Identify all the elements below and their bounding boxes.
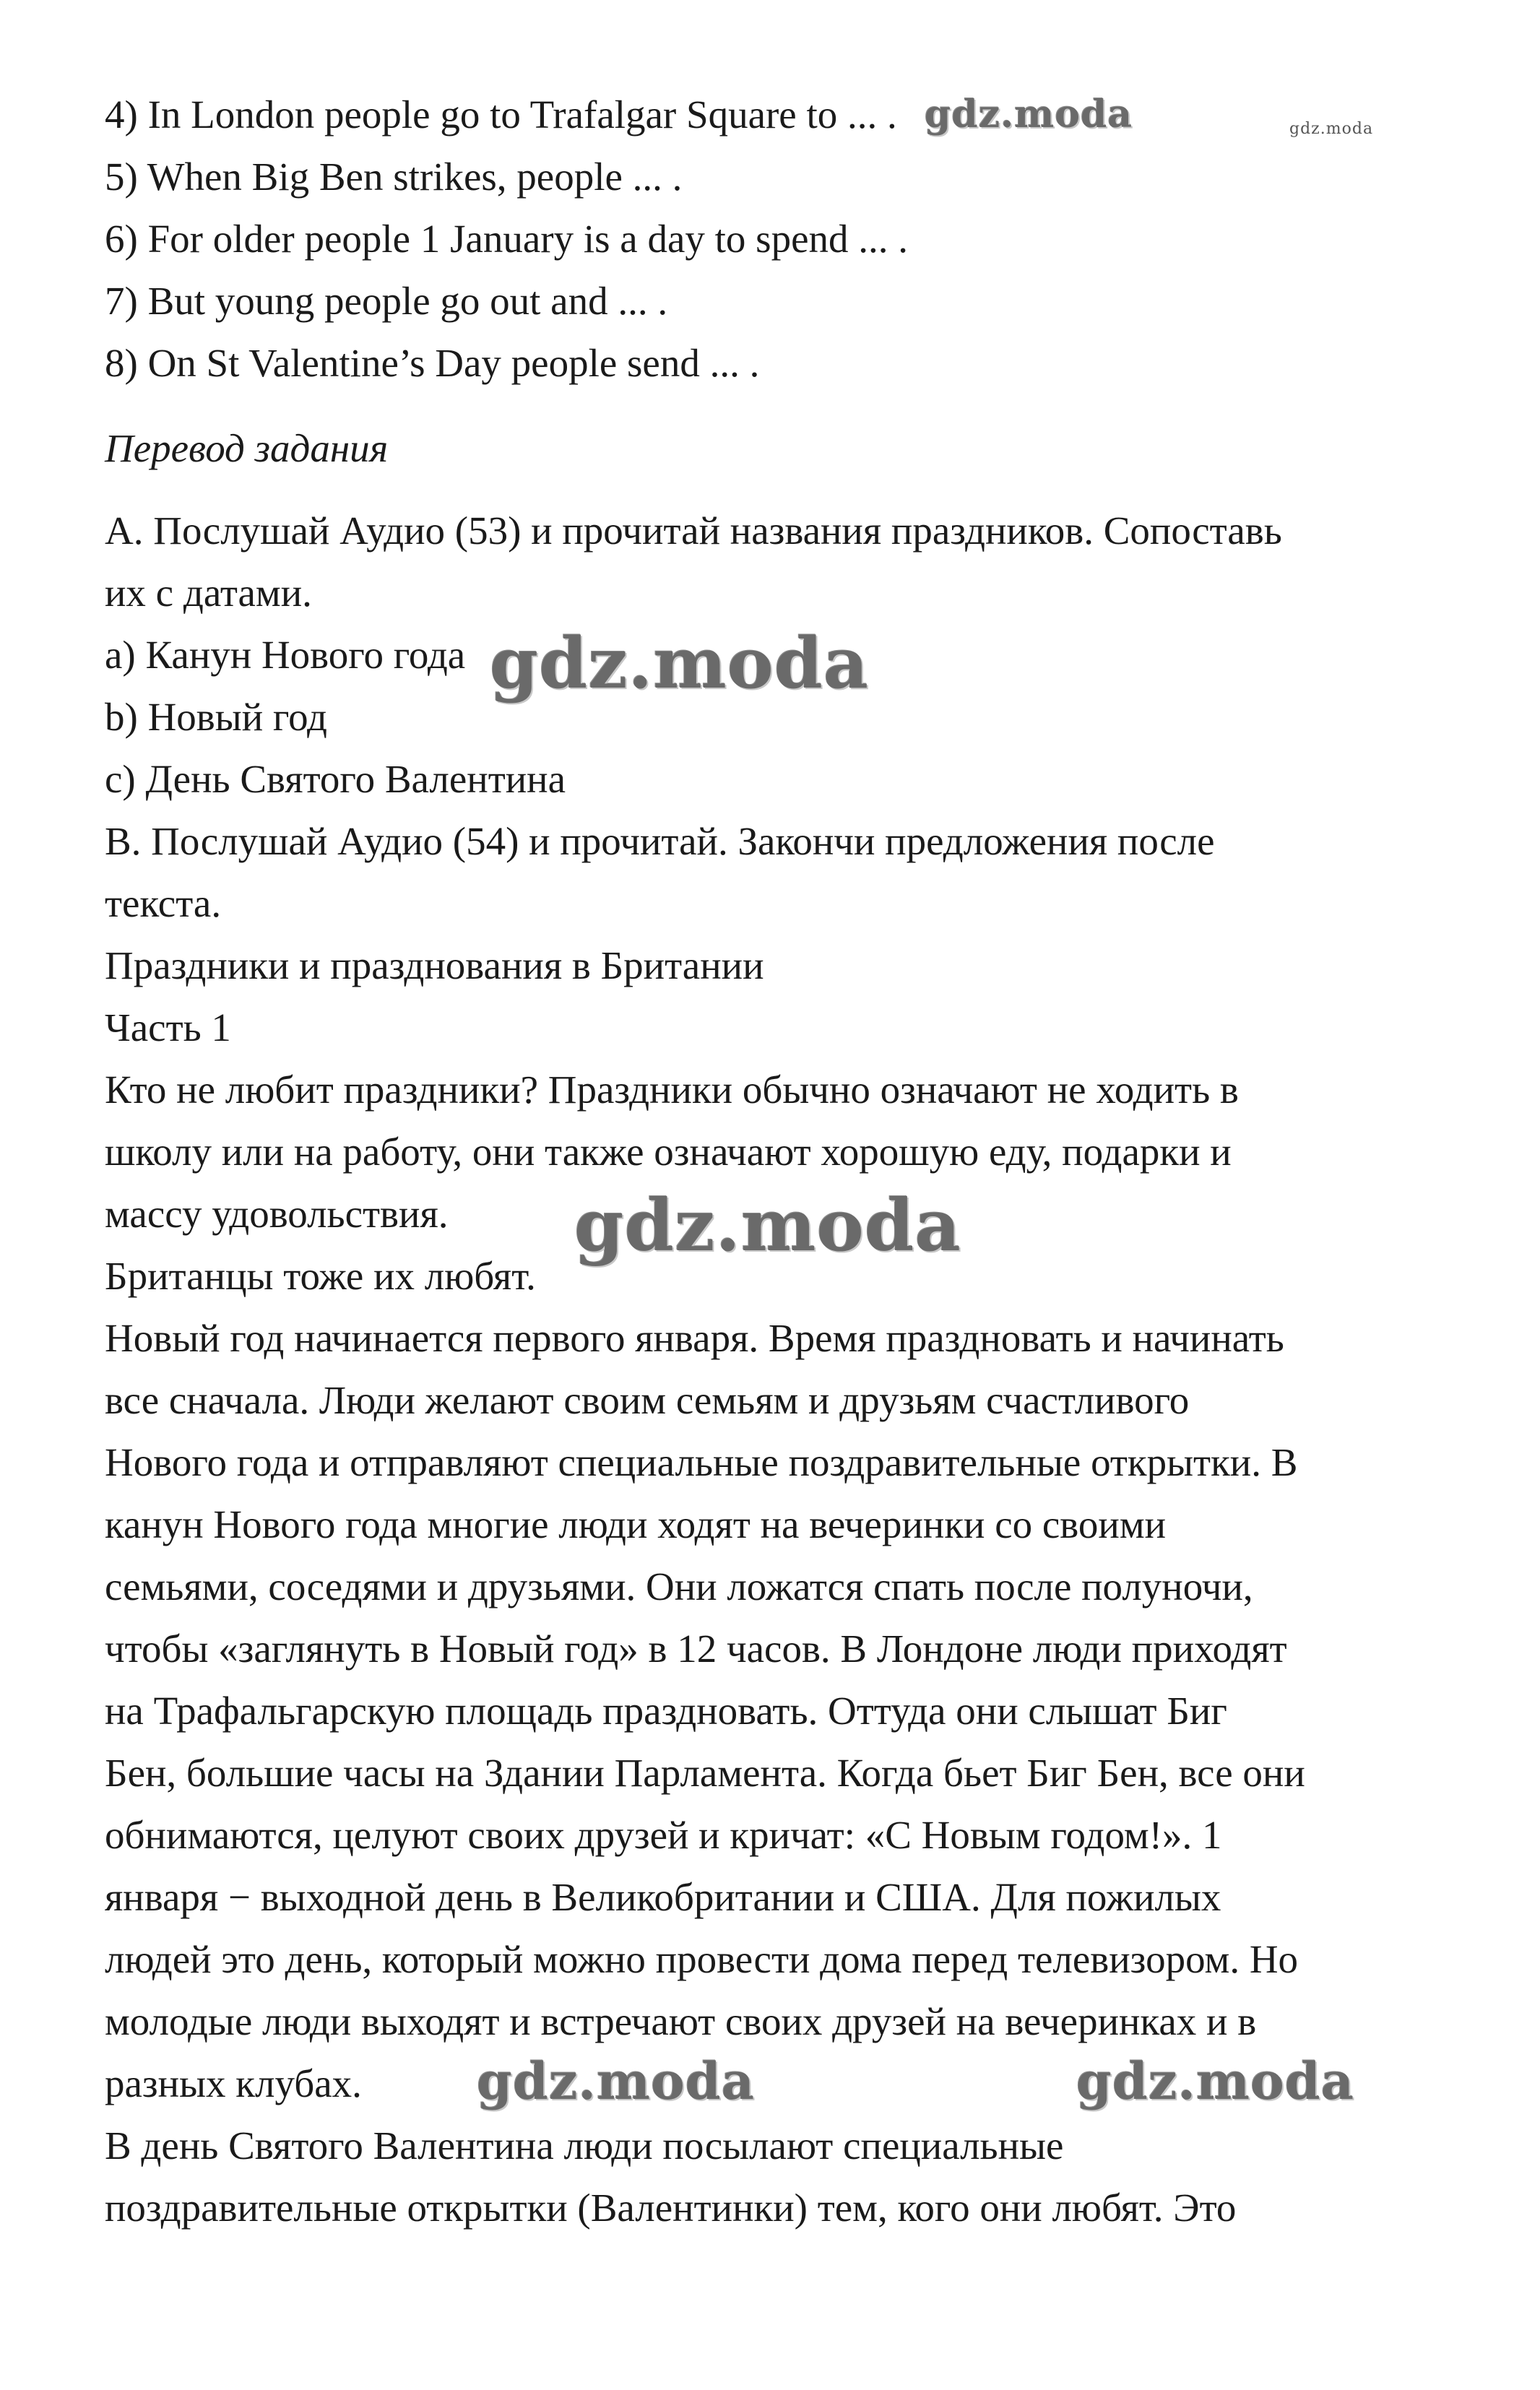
paragraph-line: обнимаются, целуют своих друзей и кричат: «С Новым годом!». 1 — [105, 1813, 1222, 1857]
task-a-line-1: А. Послушай Аудио (53) и прочитай названия праздников. Сопоставь — [105, 508, 1282, 553]
option-a: a) Канун Нового года — [105, 633, 466, 677]
task-b-line-2: текста. — [105, 881, 222, 925]
paragraph-line: канун Нового года многие люди ходят на вечеринки со своими — [105, 1502, 1167, 1546]
option-b: b) Новый год — [105, 695, 327, 739]
watermark: gdz.moda — [1289, 120, 1374, 138]
paragraph-line: января − выходной день в Великобритании и США. Для пожилых — [105, 1875, 1221, 1919]
paragraph-line: Нового года и отправляют специальные поздравительные открытки. В — [105, 1440, 1298, 1484]
exercise-line-5: 5) When Big Ben strikes, people ... . — [105, 155, 683, 199]
watermark: gdz.moda — [1076, 2051, 1355, 2111]
paragraph-line: массу удовольствия. — [105, 1192, 449, 1236]
text-part-label: Часть 1 — [105, 1005, 231, 1049]
watermark: gdz.moda — [477, 2051, 756, 2111]
translation-heading: Перевод задания — [105, 426, 389, 470]
paragraph-line: школу или на работу, они также означают хорошую еду, подарки и — [105, 1130, 1232, 1174]
paragraph-line: людей это день, который можно провести дома перед телевизором. Но — [105, 1937, 1299, 1981]
paragraph-line: молодые люди выходят и встречают своих друзей на вечеринках и в — [105, 1999, 1257, 2043]
task-b-line-1: В. Послушай Аудио (54) и прочитай. Закончи предложения после — [105, 819, 1215, 863]
exercise-line-7: 7) But young people go out and ... . — [105, 279, 668, 323]
watermark: gdz.moda — [490, 623, 870, 704]
paragraph-line: Бен, большие часы на Здании Парламента. Когда бьет Биг Бен, все они — [105, 1751, 1305, 1795]
paragraph-line: Новый год начинается первого января. Время праздновать и начинать — [105, 1316, 1284, 1360]
watermark: gdz.moda — [925, 92, 1133, 137]
exercise-line-8: 8) On St Valentine’s Day people send ... . — [105, 341, 760, 385]
paragraph-line: чтобы «заглянуть в Новый год» в 12 часов. В Лондоне люди приходят — [105, 1627, 1287, 1671]
paragraph-line: поздравительные открытки (Валентинки) тем, кого они любят. Это — [105, 2186, 1237, 2230]
paragraph-line: В день Святого Валентина люди посылают специальные — [105, 2123, 1064, 2168]
watermark: gdz.moda — [574, 1185, 961, 1268]
exercise-line-4: 4) In London people go to Trafalgar Square to ... . — [105, 92, 897, 137]
paragraph-line: разных клубах. — [105, 2061, 362, 2105]
paragraph-line: на Трафальгарскую площадь праздновать. Оттуда они слышат Биг — [105, 1689, 1227, 1733]
paragraph-line: все сначала. Люди желают своим семьям и друзьям счастливого — [105, 1378, 1190, 1422]
text-title: Праздники и празднования в Британии — [105, 943, 764, 987]
paragraph-line: Британцы тоже их любят. — [105, 1254, 536, 1298]
exercise-line-6: 6) For older people 1 January is a day to spend ... . — [105, 217, 908, 261]
task-a-line-2: их с датами. — [105, 571, 312, 615]
paragraph-line: Кто не любит праздники? Праздники обычно означают не ходить в — [105, 1068, 1239, 1112]
option-c: c) День Святого Валентина — [105, 757, 566, 801]
paragraph-line: семьями, соседями и друзьями. Они ложатся спать после полуночи, — [105, 1564, 1253, 1609]
